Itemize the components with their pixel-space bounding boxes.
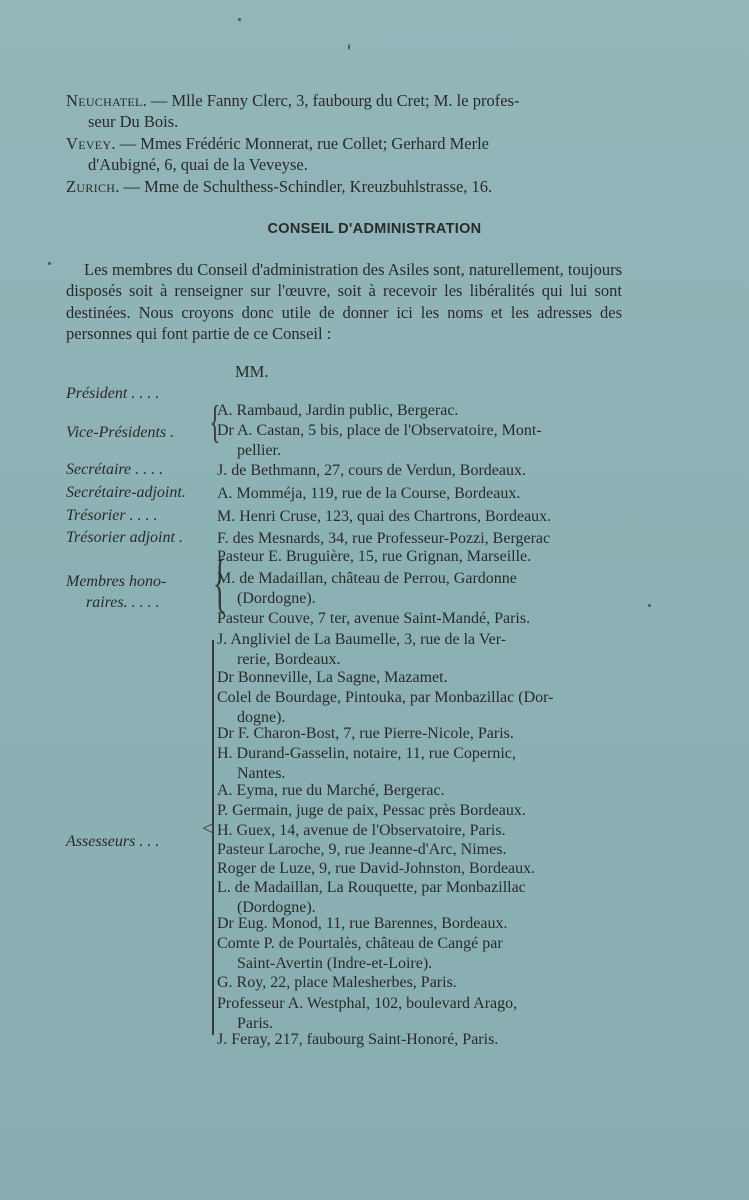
brace-vice: { xyxy=(209,396,221,447)
entry-line: P. Germain, juge de paix, Pessac près Bordeaux. xyxy=(217,802,526,819)
town-text: . — Mlle Fanny Clerc, 3, faubourg du Cret; M. le profes- xyxy=(142,91,520,110)
town-entry xyxy=(66,90,626,132)
entry-tresorier-adjoint xyxy=(217,529,627,549)
entry-assesseur xyxy=(217,744,627,783)
paper-speck xyxy=(348,44,350,50)
entry-line-cont: Paris. xyxy=(237,1014,273,1032)
entry-assesseur xyxy=(217,630,627,669)
town-entry xyxy=(66,176,626,197)
entry-line: J. Feray, 217, faubourg Saint-Honoré, Paris. xyxy=(217,1031,499,1048)
entry-assesseur xyxy=(217,878,627,917)
entry-line: F. des Mesnards, 34, rue Professeur-Pozzi, Bergerac xyxy=(217,530,551,547)
role-membres-honoraires-cont: raires. . . . . xyxy=(86,594,160,611)
role-president: Président . . . . xyxy=(66,385,160,402)
entry-assesseur xyxy=(217,934,627,973)
paper-speck xyxy=(238,18,241,21)
entry-line: Dr Eug. Monod, 11, rue Barennes, Bordeaux. xyxy=(217,915,508,932)
entry-assesseur xyxy=(217,688,627,727)
town-list xyxy=(66,90,626,198)
entry-line-cont: rerie, Bordeaux. xyxy=(237,650,341,668)
entry-line: Dr A. Castan, 5 bis, place de l'Observatoire, Mont- xyxy=(217,422,542,439)
role-secretaire-adjoint: Secrétaire-adjoint. xyxy=(66,484,186,501)
role-vice-presidents: Vice-Présidents . xyxy=(66,424,175,441)
brace-membres: { xyxy=(212,546,227,619)
mm-label: MM. xyxy=(235,362,269,381)
entry-line: M. Henri Cruse, 123, quai des Chartrons, Bordeaux. xyxy=(217,508,552,525)
entry-line: Dr Bonneville, La Sagne, Mazamet. xyxy=(217,669,448,686)
town-text: . — Mmes Frédéric Monnerat, rue Collet; Gerhard Merle xyxy=(111,134,489,153)
entry-assesseur xyxy=(217,973,627,993)
entry-membre xyxy=(217,569,627,608)
entry-assesseur xyxy=(217,668,627,688)
town-text-cont: d'Aubigné, 6, quai de la Veveyse. xyxy=(88,155,308,174)
role-membres-honoraires: Membres hono- xyxy=(66,573,167,590)
entry-line: J. Angliviel de La Baumelle, 3, rue de la Ver- xyxy=(217,631,507,648)
town-name: Zurich xyxy=(66,177,116,196)
entry-line: L. de Madaillan, La Rouquette, par Monbazillac xyxy=(217,879,526,896)
role-secretaire: Secrétaire . . . . xyxy=(66,461,164,478)
entry-assesseur xyxy=(217,724,627,744)
entry-line: A. Momméja, 119, rue de la Course, Bordeaux. xyxy=(217,485,521,502)
entry-line: Professeur A. Westphal, 102, boulevard Arago, xyxy=(217,995,518,1012)
entry-assesseur xyxy=(217,801,627,821)
entry-line: Pasteur Laroche, 9, rue Jeanne-d'Arc, Nimes. xyxy=(217,841,507,858)
role-tresorier-adjoint: Trésorier adjoint . xyxy=(66,529,183,546)
brace-assesseurs-point: < xyxy=(202,818,214,840)
entry-president xyxy=(217,401,627,421)
town-text-cont: seur Du Bois. xyxy=(88,112,179,131)
entry-assesseur xyxy=(217,821,627,841)
entry-line: Dr F. Charon-Bost, 7, rue Pierre-Nicole, Paris. xyxy=(217,725,514,742)
town-name: Vevey xyxy=(66,134,112,153)
town-text: . — Mme de Schulthess-Schindler, Kreuzbuhlstrasse, 16. xyxy=(115,177,493,196)
town-entry xyxy=(66,133,626,175)
entry-secretaire xyxy=(217,461,627,481)
entry-line: J. de Bethmann, 27, cours de Verdun, Bordeaux. xyxy=(217,462,526,479)
entry-line-cont: (Dordogne). xyxy=(237,898,316,916)
entry-line: H. Guex, 14, avenue de l'Observatoire, Paris. xyxy=(217,822,506,839)
entry-line: Pasteur Couve, 7 ter, avenue Saint-Mandé, Paris. xyxy=(217,610,531,627)
entry-tresorier xyxy=(217,507,627,527)
entry-assesseur xyxy=(217,840,627,860)
entry-membre xyxy=(217,609,627,629)
entry-membre xyxy=(217,547,627,567)
entry-assesseur xyxy=(217,1030,627,1050)
entry-line-cont: Saint-Avertin (Indre-et-Loire). xyxy=(237,954,433,972)
intro-paragraph xyxy=(66,259,622,344)
entry-line: Comte P. de Pourtalès, château de Cangé par xyxy=(217,935,503,952)
entry-line-cont: pellier. xyxy=(237,441,281,459)
entry-secretaire-adjoint xyxy=(217,484,627,504)
role-tresorier: Trésorier . . . . xyxy=(66,507,158,524)
entry-line: Colel de Bourdage, Pintouka, par Monbazillac (Dor- xyxy=(217,689,554,706)
entry-vice xyxy=(217,421,627,460)
town-name: Neuchatel xyxy=(66,91,143,110)
intro-text: Les membres du Conseil d'administration des Asiles sont, naturellement, toujours disposés soit à renseigner sur l'œuvre, soit à recevoir les libéralités qui lui sont destinées. Nous croyons donc utile de donner ici les noms et les adresses des personnes qui font partie de ce Conseil : xyxy=(66,260,622,343)
paper-speck xyxy=(48,262,51,265)
entry-assesseur xyxy=(217,914,627,934)
role-assesseurs: Assesseurs . . . xyxy=(66,833,160,850)
paper-speck xyxy=(648,604,651,607)
entry-assesseur xyxy=(217,781,627,801)
entry-assesseur xyxy=(217,859,627,879)
entry-line: G. Roy, 22, place Malesherbes, Paris. xyxy=(217,974,457,991)
entry-line-cont: (Dordogne). xyxy=(237,589,316,607)
entry-assesseur xyxy=(217,994,627,1033)
entry-line: A. Eyma, rue du Marché, Bergerac. xyxy=(217,782,445,799)
entry-line-cont: dogne). xyxy=(237,708,286,726)
entry-line: Roger de Luze, 9, rue David-Johnston, Bordeaux. xyxy=(217,860,536,877)
entry-line-cont: Nantes. xyxy=(237,764,286,782)
entry-line: Pasteur E. Bruguière, 15, rue Grignan, Marseille. xyxy=(217,548,532,565)
entry-line: H. Durand-Gasselin, notaire, 11, rue Copernic, xyxy=(217,745,516,762)
entry-line: A. Rambaud, Jardin public, Bergerac. xyxy=(217,402,459,419)
section-heading: CONSEIL D'ADMINISTRATION xyxy=(267,221,482,237)
entry-line: M. de Madaillan, château de Perrou, Gardonne xyxy=(217,570,517,587)
